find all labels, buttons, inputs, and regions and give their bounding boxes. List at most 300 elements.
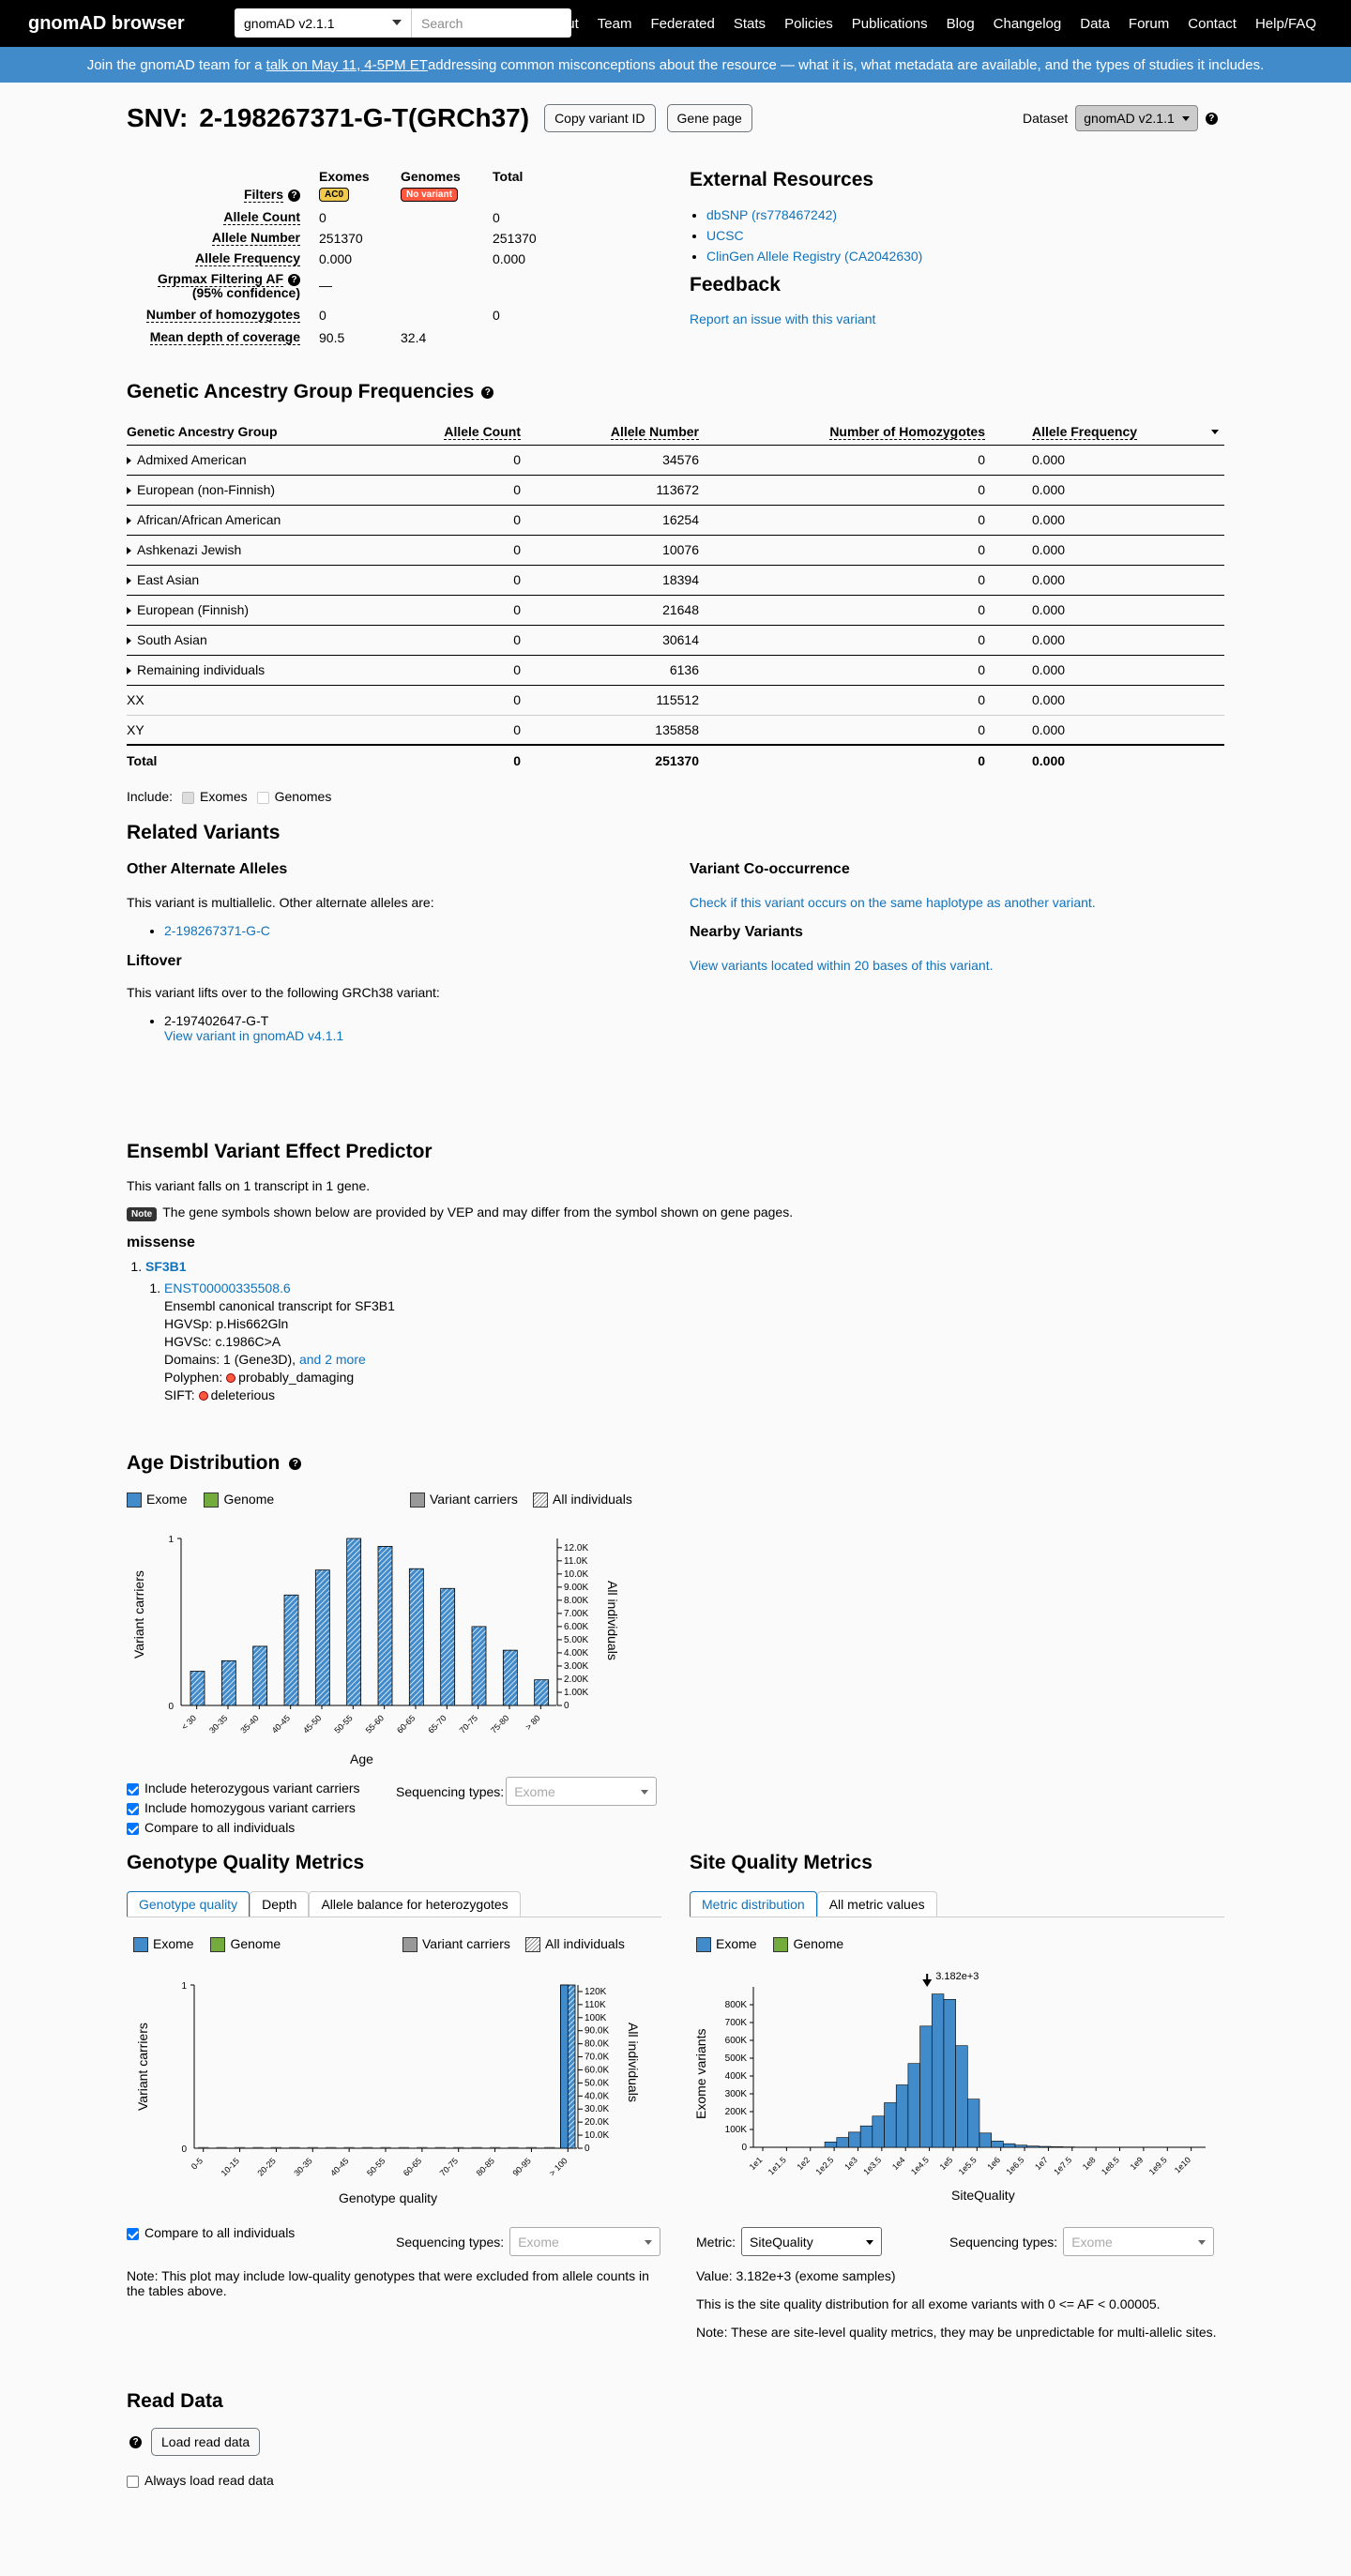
consequence-heading: missense [127, 1235, 195, 1250]
age-distribution-chart [127, 1527, 652, 1771]
col-header-allele-number[interactable]: Allele Number [610, 423, 699, 439]
expand-triangle-icon[interactable] [127, 487, 131, 494]
y2-tick-label: 3.00K [564, 1660, 589, 1672]
bar-site-quality [932, 1994, 944, 2147]
liftover-link[interactable]: View variant in gnomAD v4.1.1 [164, 1028, 344, 1043]
cell-value: European (Finnish) [137, 602, 250, 617]
dataset-dropdown-value: gnomAD v2.1.1 [1084, 111, 1175, 126]
y2-tick-label: 0 [584, 2144, 590, 2154]
cell-value: 0.000 [1032, 632, 1066, 647]
bar-all-individuals [284, 1595, 298, 1705]
cell-value: Ashkenazi Jewish [137, 542, 242, 557]
col-header-allele-frequency[interactable]: Allele Frequency [1032, 423, 1138, 439]
nearby-variants-link[interactable]: View variants located within 20 bases of this variant. [690, 958, 994, 973]
vep-section [127, 1141, 971, 1404]
bar-all-individuals [409, 1568, 423, 1705]
external-link[interactable]: ClinGen Allele Registry (CA2042630) [706, 249, 923, 264]
col-header-homozygotes[interactable]: Number of Homozygotes [829, 423, 985, 439]
table-cell [521, 715, 699, 745]
chevron-down-icon [1198, 2240, 1206, 2245]
table-cell [699, 655, 985, 685]
summary-label-text[interactable]: Grpmax Filtering AF [157, 271, 283, 286]
sift-label: SIFT: [164, 1387, 195, 1402]
nav-link[interactable]: Policies [784, 15, 833, 32]
chevron-down-icon [641, 1790, 648, 1795]
cell-value: 0 [513, 632, 521, 647]
seq-types-select[interactable] [1063, 2227, 1214, 2256]
cell-value: 34576 [662, 452, 699, 467]
help-icon[interactable]: ? [288, 189, 300, 202]
y-tick-label: 0 [168, 1702, 174, 1712]
x-tick-label: 1e2.5 [813, 2155, 836, 2177]
sq-distribution-text: This is the site quality distribution for all exome variants with 0 <= AF < 0.00005. [696, 2296, 1161, 2311]
summary-label-text[interactable]: Allele Frequency [194, 250, 300, 265]
legend-exome-label: Exome [153, 1936, 194, 1951]
bar-all-individuals [347, 1538, 361, 1705]
table-row[interactable] [127, 475, 1224, 505]
x-tick-label: 1e2 [795, 2155, 812, 2173]
x-axis-label: SiteQuality [951, 2188, 1015, 2203]
announcement-banner [0, 47, 1351, 83]
gq-note: Note: This plot may include low-quality genotypes that were excluded from allele counts in the tables above. [127, 2268, 649, 2298]
y-axis-label: Exome variants [693, 2028, 708, 2119]
help-icon[interactable]: ? [1206, 113, 1218, 125]
summary-label-text[interactable]: Filters [243, 187, 283, 202]
cell-value: 0 [513, 721, 521, 737]
age-seq-types [396, 1777, 657, 1806]
table-cell [985, 565, 1224, 595]
x-tick-label: > 80 [524, 1713, 542, 1732]
summary-row-label [146, 308, 300, 322]
seq-types-select[interactable] [506, 1777, 657, 1806]
cell-value: 0 [513, 692, 521, 707]
x-tick-label: 1e8 [1080, 2155, 1098, 2173]
cell-value: 0 [513, 602, 521, 617]
hom-checkbox[interactable] [127, 1798, 360, 1818]
col-header-allele-count[interactable]: Allele Count [444, 423, 521, 439]
gene-link[interactable]: SF3B1 [145, 1259, 187, 1274]
cell-value: Total [127, 752, 158, 768]
include-exomes-checkbox[interactable] [182, 789, 248, 804]
dataset-select[interactable] [235, 8, 411, 38]
summary-cell: 90.5 [319, 330, 345, 345]
table-cell [127, 655, 408, 685]
cell-value: 0.000 [1032, 572, 1066, 587]
gq-compare-checkbox[interactable] [127, 2225, 295, 2240]
bar-site-quality [837, 2138, 849, 2147]
y2-axis-label: All individuals [605, 1581, 620, 1660]
external-link[interactable]: UCSC [706, 228, 744, 243]
col-header-group[interactable]: Genetic Ancestry Group [127, 423, 278, 439]
x-tick-label: < 30 [179, 1713, 199, 1732]
seq-types-value: Exome [1071, 2234, 1113, 2250]
table-row [127, 715, 1224, 745]
bar-site-quality [992, 2141, 1004, 2147]
bar-all-individuals [221, 1660, 235, 1705]
domains: Domains: 1 (Gene3D), [164, 1352, 296, 1367]
table-cell [127, 475, 408, 505]
legend-genome[interactable] [210, 1936, 281, 1951]
chevron-down-icon [392, 20, 402, 25]
bar-site-quality [1039, 2146, 1051, 2147]
chevron-down-icon [866, 2240, 873, 2245]
x-tick-label: 40-45 [328, 2156, 351, 2178]
table-cell [699, 535, 985, 565]
legend-exome[interactable] [133, 1936, 194, 1951]
ancestry-table-wrap [127, 418, 1224, 775]
banner-link[interactable]: talk on May 11, 4-5PM ET [266, 56, 428, 73]
y-tick-label: 400K [724, 2071, 747, 2082]
summary-cell: 0 [493, 210, 500, 225]
bar-all-individuals [441, 1588, 455, 1705]
page-title-prefix: SNV: [127, 103, 189, 132]
y-tick-label: 0 [741, 2143, 747, 2153]
external-resources [690, 169, 922, 326]
summary-label-text[interactable]: Number of homozygotes [145, 307, 300, 322]
table-cell [985, 505, 1224, 535]
table-cell [699, 475, 985, 505]
x-tick-label: 1e7 [1033, 2155, 1050, 2173]
y2-tick-label: 100K [584, 2012, 607, 2023]
nav-link[interactable]: Publications [851, 15, 928, 32]
y2-tick-label: 7.00K [564, 1608, 589, 1619]
y-tick-label: 300K [724, 2089, 747, 2099]
legend-all-label: All individuals [553, 1492, 632, 1507]
sq-tabs [690, 1891, 1224, 1917]
sq-note: Note: These are site-level quality metrics, they may be unpredictable for multi-allelic sites. [696, 2325, 1217, 2340]
table-row[interactable] [127, 625, 1224, 655]
table-cell [408, 565, 521, 595]
x-tick-label: 1e5 [937, 2155, 955, 2173]
y2-tick-label: 12.0K [564, 1542, 589, 1553]
cell-value: 0 [978, 572, 985, 587]
cell-value: 0 [513, 512, 521, 527]
filter-badge-ac0: AC0 [319, 188, 349, 202]
expand-triangle-icon[interactable] [127, 457, 131, 464]
hgvsc: HGVSc: c.1986C>A [164, 1334, 281, 1349]
help-icon[interactable]: ? [129, 2436, 142, 2448]
cell-value: 0.000 [1032, 602, 1066, 617]
cell-value: 251370 [655, 752, 699, 768]
cooccurrence-link[interactable]: Check if this variant occurs on the same haplotype as another variant. [690, 895, 1096, 910]
y-tick-label: 500K [724, 2053, 747, 2064]
y-tick-label: 200K [724, 2107, 747, 2117]
y2-tick-label: 120K [584, 1986, 607, 1997]
sq-seq-types [949, 2227, 1214, 2256]
help-icon[interactable]: ? [481, 386, 493, 399]
x-tick-label: 55-60 [363, 1713, 387, 1735]
y-tick-label: 700K [724, 2018, 747, 2028]
nav-link[interactable]: About [541, 15, 579, 32]
legend-genome[interactable] [204, 1492, 274, 1507]
x-tick-label: 30-35 [207, 1713, 230, 1735]
page-header [127, 103, 752, 133]
y2-tick-label: 9.00K [564, 1582, 589, 1593]
site-logo[interactable]: gnomAD browser [28, 12, 185, 34]
summary-col-header: Exomes [319, 169, 370, 184]
domains-more-link[interactable]: and 2 more [298, 1352, 366, 1367]
table-cell [521, 655, 699, 685]
x-tick-label: 90-95 [510, 2156, 533, 2178]
tab-metric-distribution[interactable]: Metric distribution [690, 1891, 817, 1917]
y-tick-label: 1 [181, 1981, 187, 1992]
table-cell [408, 535, 521, 565]
x-tick-label: 30-35 [292, 2156, 314, 2178]
summary-label-text[interactable]: Allele Count [223, 209, 300, 224]
y-tick-label: 0 [181, 2144, 187, 2155]
legend-all [525, 1936, 625, 1952]
table-cell [127, 445, 408, 475]
x-tick-label: 1e3.5 [861, 2155, 884, 2177]
dataset-dropdown[interactable] [1075, 105, 1198, 131]
cell-value: 0 [978, 602, 985, 617]
y2-tick-label: 2.00K [564, 1674, 589, 1685]
table-row[interactable] [127, 595, 1224, 625]
table-cell [408, 625, 521, 655]
y2-tick-label: 6.00K [564, 1621, 589, 1632]
table-cell [408, 475, 521, 505]
cell-value: 0 [978, 542, 985, 557]
table-row[interactable] [127, 445, 1224, 475]
cell-value: East Asian [137, 572, 200, 587]
table-cell [408, 745, 521, 775]
cell-value: 0 [513, 572, 521, 587]
legend-carriers-label: Variant carriers [422, 1936, 510, 1951]
cell-value: 0 [513, 482, 521, 497]
transcript-link[interactable]: ENST00000335508.6 [164, 1280, 291, 1296]
x-tick-label: 1e7.5 [1052, 2155, 1074, 2177]
nav-link[interactable]: Contact [1188, 15, 1237, 32]
bar-site-quality [848, 2132, 860, 2147]
bar-site-quality [944, 1999, 956, 2147]
nav-link[interactable]: Stats [733, 15, 767, 32]
bar-site-quality [825, 2142, 837, 2147]
help-icon[interactable]: ? [289, 1458, 301, 1470]
gq-seq-types [396, 2227, 660, 2256]
age-compare-checkbox[interactable] [127, 1818, 360, 1838]
y2-tick-label: 10.0K [584, 2130, 610, 2142]
nav-link[interactable]: Changelog [993, 15, 1062, 32]
polyphen-status-icon [226, 1373, 235, 1383]
cell-value: African/African American [137, 512, 281, 527]
seq-types-select[interactable] [509, 2227, 660, 2256]
liftover-variant: 2-197402647-G-T [164, 1013, 269, 1028]
x-tick-label: 20-25 [255, 2156, 278, 2178]
cell-value: 30614 [662, 632, 699, 647]
nav-link[interactable]: Forum [1128, 15, 1170, 32]
nav-link[interactable]: Blog [946, 15, 975, 32]
expand-triangle-icon[interactable] [127, 607, 131, 614]
metric-select-group [696, 2227, 882, 2256]
expand-triangle-icon[interactable] [127, 517, 131, 524]
legend-exome-label: Exome [716, 1936, 757, 1951]
help-icon[interactable]: ? [288, 274, 300, 286]
polyphen-label: Polyphen: [164, 1370, 223, 1385]
cell-value: 0.000 [1032, 721, 1066, 737]
nav-link[interactable]: Data [1080, 15, 1110, 32]
y2-tick-label: 5.00K [564, 1634, 589, 1645]
gene-page-button[interactable]: Gene page [667, 104, 752, 132]
expand-triangle-icon[interactable] [127, 637, 131, 644]
table-cell [521, 625, 699, 655]
x-tick-label: 1e9 [1128, 2155, 1146, 2173]
age-legend [127, 1492, 652, 1508]
copy-variant-id-button[interactable]: Copy variant ID [544, 104, 655, 132]
sift-value: deleterious [210, 1387, 276, 1402]
x-tick-label: 1e8.5 [1099, 2155, 1121, 2177]
x-tick-label: 40-45 [269, 1713, 293, 1735]
table-cell [985, 715, 1224, 745]
table-row[interactable] [127, 535, 1224, 565]
age-title: Age Distribution [127, 1452, 281, 1474]
expand-triangle-icon[interactable] [127, 547, 131, 554]
table-cell [985, 535, 1224, 565]
nav-link[interactable]: Help/FAQ [1254, 15, 1316, 32]
external-link-item [706, 246, 922, 266]
report-issue-link[interactable]: Report an issue with this variant [690, 311, 876, 326]
y-tick-label: 100K [724, 2125, 747, 2135]
bar-site-quality [1051, 2146, 1063, 2147]
site-quality-chart [690, 1963, 1224, 2212]
summary-label-text[interactable]: Allele Number [211, 230, 300, 245]
summary-label-text[interactable]: Mean depth of coverage [149, 329, 300, 344]
nearby-variants-title: Nearby Variants [690, 924, 803, 940]
nav-link[interactable]: Team [597, 15, 632, 32]
y2-tick-label: 110K [584, 1999, 606, 2010]
x-tick-label: > 100 [547, 2156, 569, 2178]
summary-cell: — [319, 278, 332, 293]
x-tick-label: 1e9.5 [1146, 2155, 1169, 2177]
y2-tick-label: 10.0K [564, 1568, 589, 1580]
bar-all-individuals [190, 1672, 205, 1705]
table-cell [521, 445, 699, 475]
tab-genotype-quality[interactable]: Genotype quality [127, 1891, 250, 1917]
include-exomes-label: Exomes [200, 789, 248, 804]
related-variants-title: Related Variants [127, 822, 281, 843]
y2-tick-label: 60.0K [584, 2065, 610, 2076]
table-cell [521, 595, 699, 625]
table-cell [985, 445, 1224, 475]
cell-value: 135858 [655, 721, 699, 737]
y2-tick-label: 80.0K [584, 2038, 610, 2050]
metric-select[interactable] [741, 2227, 882, 2256]
search-input[interactable]: Search [411, 8, 571, 38]
summary-row-label [150, 330, 300, 344]
bar-site-quality [908, 2064, 920, 2147]
dataset-switcher [1023, 105, 1218, 131]
metric-select-value: SiteQuality [750, 2234, 813, 2250]
x-tick-label: 1e1 [747, 2155, 765, 2173]
gq-tabs [127, 1891, 661, 1917]
bar-all-individuals [472, 1627, 486, 1705]
table-cell [127, 745, 408, 775]
tab-all-metric-values[interactable]: All metric values [817, 1891, 937, 1917]
table-cell [127, 565, 408, 595]
seq-types-value: Exome [518, 2234, 559, 2250]
page-title: 2-198267371-G-T(GRCh37) [199, 103, 530, 132]
summary-cell: 0 [493, 308, 500, 323]
tab-allele-balance[interactable]: Allele balance for heterozygotes [309, 1891, 520, 1917]
table-cell [699, 565, 985, 595]
sort-desc-icon[interactable] [1211, 430, 1219, 434]
bar-all-individuals [253, 1646, 267, 1705]
bar-carriers [561, 1985, 569, 2148]
bar-all-individuals [315, 1570, 329, 1705]
table-cell [521, 535, 699, 565]
expand-triangle-icon[interactable] [127, 577, 131, 584]
cell-value: 0 [978, 452, 985, 467]
always-load-checkbox[interactable] [127, 2473, 274, 2488]
x-tick-label: 70-75 [437, 2156, 461, 2178]
sq-title: Site Quality Metrics [690, 1852, 873, 1873]
summary-cell: 0 [319, 308, 326, 323]
filter-badge-no-variant: No variant [401, 188, 458, 202]
x-tick-label: 35-40 [238, 1713, 261, 1735]
tab-depth[interactable]: Depth [250, 1891, 309, 1917]
banner-text-post: addressing common misconceptions about the resource — what it is, what metadata are available, and the types of studies it includes. [427, 56, 1265, 73]
cell-value: 0 [978, 632, 985, 647]
cell-value: 10076 [662, 542, 699, 557]
cell-value: 0 [978, 752, 985, 768]
cell-value: XY [127, 721, 144, 737]
vep-summary: This variant falls on 1 transcript in 1 gene. [127, 1178, 371, 1193]
table-cell [408, 445, 521, 475]
external-link[interactable]: dbSNP (rs778467242) [706, 207, 838, 222]
table-cell [699, 625, 985, 655]
external-link-item [706, 205, 922, 225]
y-tick-label: 600K [724, 2036, 747, 2046]
ancestry-table [127, 418, 1224, 775]
cooccurrence-title: Variant Co-occurrence [690, 861, 850, 877]
summary-row-label [212, 231, 300, 245]
external-links-list [706, 205, 922, 266]
x-tick-label: 45-50 [301, 1713, 324, 1735]
bar-site-quality [896, 2085, 908, 2148]
het-checkbox[interactable] [127, 1779, 360, 1798]
table-row[interactable] [127, 505, 1224, 535]
include-filters [127, 789, 331, 804]
cell-value: South Asian [137, 632, 207, 647]
ancestry-title: Genetic Ancestry Group Frequencies [127, 381, 475, 402]
chevron-down-icon [1182, 116, 1190, 121]
legend-exome[interactable] [696, 1936, 757, 1951]
table-row[interactable] [127, 655, 1224, 685]
summary-col-header: Total [493, 169, 524, 184]
expand-triangle-icon[interactable] [127, 667, 131, 674]
table-row[interactable] [127, 565, 1224, 595]
legend-carriers [402, 1936, 510, 1952]
other-allele-link[interactable]: 2-198267371-G-C [164, 923, 270, 938]
nav-link[interactable]: Federated [650, 15, 715, 32]
summary-label-sub: (95% confidence) [191, 285, 300, 300]
x-tick-label: 10-15 [219, 2156, 241, 2178]
vep-note: The gene symbols shown below are provided by VEP and may differ from the symbol shown on gene pages. [162, 1205, 794, 1220]
load-read-data-button[interactable]: Load read data [151, 2428, 260, 2456]
table-cell [127, 535, 408, 565]
liftover-title: Liftover [127, 953, 182, 969]
table-cell [699, 745, 985, 775]
bar-site-quality [1003, 2144, 1015, 2147]
y2-tick-label: 1.00K [564, 1687, 589, 1698]
include-genomes-checkbox[interactable] [257, 789, 332, 804]
cell-value: 16254 [662, 512, 699, 527]
cell-value: Admixed American [137, 452, 247, 467]
legend-exome[interactable] [127, 1492, 188, 1507]
x-tick-label: 1e4 [889, 2155, 907, 2173]
table-cell [985, 475, 1224, 505]
legend-genome-label: Genome [223, 1492, 275, 1507]
legend-genome[interactable] [773, 1936, 843, 1951]
